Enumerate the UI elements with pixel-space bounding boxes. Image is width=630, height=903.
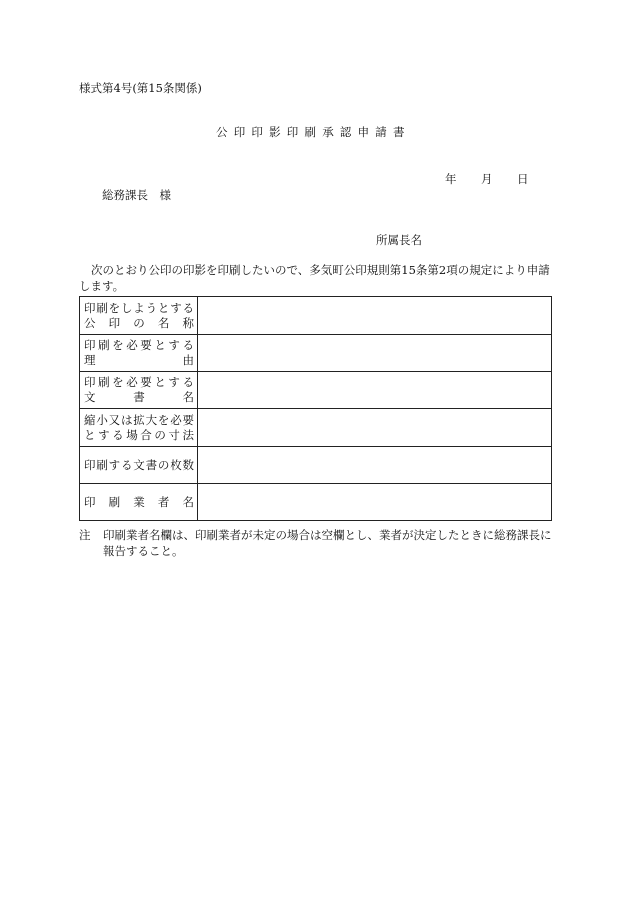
form-row-label <box>80 372 198 409</box>
form-row-label-char: 印 <box>84 375 96 389</box>
form-row-label-char: は <box>120 412 133 427</box>
form-row-label-line <box>84 458 194 473</box>
form-row <box>80 297 552 335</box>
form-row-label-char: を <box>108 300 121 315</box>
form-row-label-char: す <box>108 457 121 472</box>
footnote-mark: 注 <box>79 528 91 542</box>
form-row-label-char: 合 <box>140 427 152 442</box>
form-row-label-char: を <box>157 412 170 427</box>
form-row-label-char: 必 <box>126 338 138 352</box>
form-row-label-char: 印 <box>84 338 96 352</box>
form-row <box>80 372 552 409</box>
form-row-label-line <box>84 338 194 353</box>
form-row-label-char: 要 <box>140 338 152 352</box>
form-row-label-char: 印 <box>84 494 96 509</box>
form-row-label-char: 由 <box>182 353 194 367</box>
form-row-label-char: 要 <box>140 375 152 389</box>
form-row-label-line <box>84 353 194 368</box>
form-row-label-char: る <box>182 300 194 315</box>
form-row-label-line <box>84 301 194 316</box>
form-row-label-char: 必 <box>126 375 138 389</box>
form-row-label-char: る <box>120 457 133 472</box>
form-row-label-char: 名 <box>182 494 194 509</box>
form-row <box>80 447 552 484</box>
form-row-label-char: 称 <box>182 315 194 330</box>
form-row-label-char: よ <box>133 300 145 315</box>
form-row-label-char: 法 <box>182 427 194 442</box>
form-row-label-char: 業 <box>133 494 145 509</box>
form-row-label <box>80 409 198 447</box>
form-row-label <box>80 447 198 484</box>
form-row-label-line <box>84 413 194 428</box>
form-row-label-char: と <box>154 375 166 389</box>
form-row <box>80 484 552 521</box>
footnote-text: 印刷業者名欄は、印刷業者が未定の場合は空欄とし、業者が決定したときに総務課長に報告すること。 <box>103 528 552 558</box>
form-row-value-field[interactable] <box>198 335 552 372</box>
form-row-label-char: 拡 <box>133 412 145 427</box>
form-row-label-char: す <box>168 338 180 352</box>
form-row-label-char: う <box>145 300 158 315</box>
form-row-label-char: 数 <box>182 457 194 472</box>
addressee: 総務課長 様 <box>102 188 171 202</box>
form-row-label-char: 寸 <box>168 427 180 442</box>
date-line <box>445 171 529 187</box>
form-row-label-line <box>84 428 194 443</box>
form-row-label-line <box>84 375 194 390</box>
document-title: 公印印影印刷承認申請書 <box>216 125 411 139</box>
form-row-label-char: の <box>154 427 166 442</box>
affiliation-head-name-label: 所属長名 <box>376 233 422 247</box>
form-row-value-field[interactable] <box>198 447 552 484</box>
form-row-label-char: 公 <box>84 315 96 330</box>
form-row-label-char: す <box>168 375 180 389</box>
form-row-label-char: 大 <box>145 412 158 427</box>
form-row-label-char: 印 <box>84 300 96 315</box>
form-row-label-char: 場 <box>126 427 138 442</box>
application-body-text: 次のとおり公印の印影を印刷したいので、多気町公印規則第15条第2項の規定により申請します。 <box>79 263 550 293</box>
form-row-label-char: 縮 <box>84 412 96 427</box>
form-row-label-char: る <box>182 338 194 352</box>
date-year: 年 <box>445 172 457 186</box>
form-row-label-char: を <box>112 338 124 352</box>
form-row-label-char: る <box>112 427 124 442</box>
form-row-label <box>80 297 198 335</box>
date-month: 月 <box>481 172 493 186</box>
form-row-label-char: 刷 <box>98 375 110 389</box>
form-row-label-char: 印 <box>108 315 121 330</box>
form-row-label-char: の <box>157 457 170 472</box>
form-number: 様式第4号(第15条関係) <box>79 81 202 95</box>
form-row-label-char: す <box>170 300 182 315</box>
form-row-label-char: の <box>133 315 145 330</box>
form-row-label-char: と <box>84 427 96 442</box>
date-day: 日 <box>517 172 529 186</box>
form-row-label-char: 書 <box>133 390 145 404</box>
form-row-label-char: 小 <box>96 412 108 427</box>
form-row-label-char: 枚 <box>170 457 182 472</box>
form-row-label-char: 要 <box>182 412 194 427</box>
form-row-value-field[interactable] <box>198 484 552 521</box>
form-row-label-line <box>84 316 194 331</box>
application-form-table <box>79 296 552 521</box>
form-row-label-line <box>84 495 194 510</box>
form-row-label-char: 文 <box>84 390 96 404</box>
form-row-label-char: 必 <box>170 412 182 427</box>
form-row-label-char: と <box>154 338 166 352</box>
form-row-value-field[interactable] <box>198 372 552 409</box>
form-row-label-char: す <box>98 427 110 442</box>
form-row-label-char: 印 <box>84 457 96 472</box>
form-row-label-char: 名 <box>182 390 194 404</box>
form-row-label-char: し <box>120 300 133 315</box>
form-row-label-char: 刷 <box>98 338 110 352</box>
form-row-label-line <box>84 390 194 405</box>
form-row-label <box>80 335 198 372</box>
form-row <box>80 335 552 372</box>
form-row-label-char: と <box>157 300 170 315</box>
form-row <box>80 409 552 447</box>
form-row-label-char: 又 <box>108 412 121 427</box>
form-row-label-char: 書 <box>145 457 158 472</box>
form-row-label-char: 者 <box>157 494 170 509</box>
form-row-label-char: 文 <box>133 457 145 472</box>
form-row-label-char: る <box>182 375 194 389</box>
form-row-label-char: 刷 <box>96 300 108 315</box>
footnote <box>79 527 555 559</box>
form-row-label-char: 名 <box>157 315 170 330</box>
form-row-label-char: を <box>112 375 124 389</box>
form-row-value-field[interactable] <box>198 297 552 335</box>
form-row-value-field[interactable] <box>198 409 552 447</box>
form-row-label-char: 刷 <box>96 457 108 472</box>
form-row-label-char: 刷 <box>108 494 121 509</box>
form-row-label-char: 理 <box>84 353 96 367</box>
form-row-label <box>80 484 198 521</box>
